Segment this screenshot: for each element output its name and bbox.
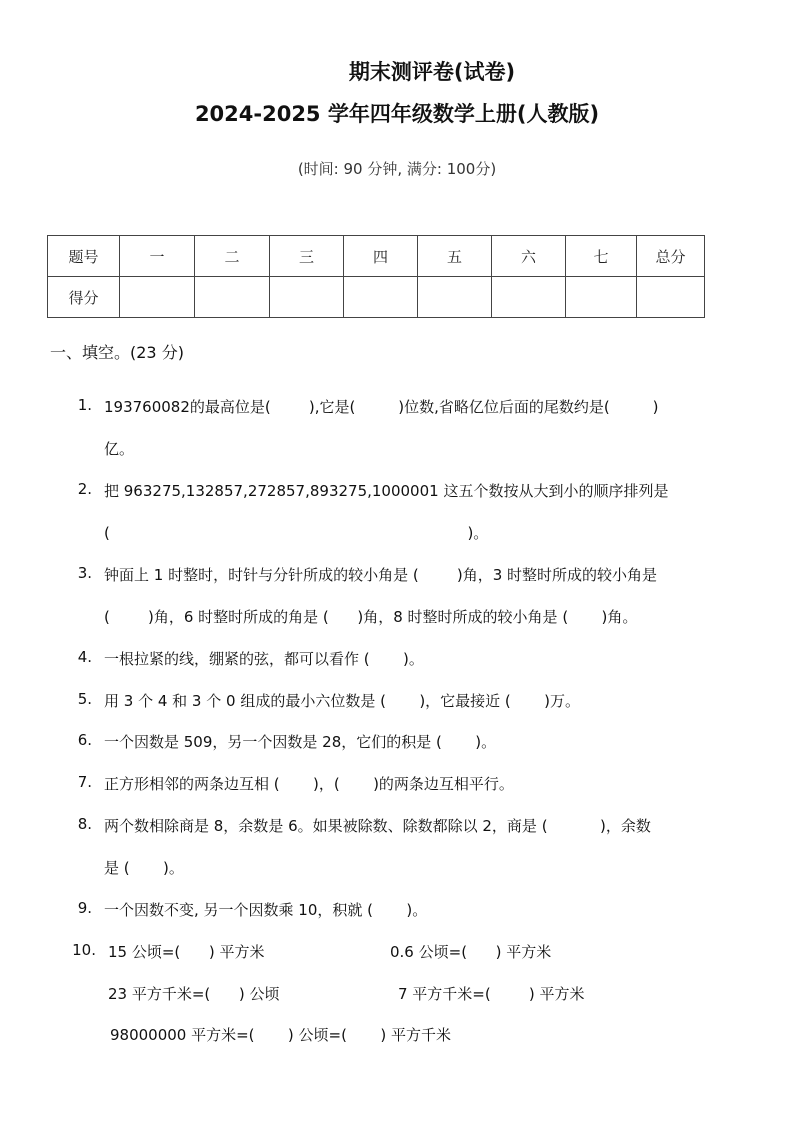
question-number: 3. <box>77 564 92 582</box>
question-text: 正方形相邻的两条边互相 ( )，( )的两条边互相平行。 <box>104 775 514 793</box>
exam-title: 期末测评卷(试卷) <box>348 60 516 84</box>
question-number: 5. <box>77 690 92 708</box>
question-text: 钟面上 1 时整时，时针与分针所成的较小角是 ( )角，3 时整时所成的较小角是 <box>104 566 658 584</box>
question-text: ( )。 <box>104 524 489 542</box>
score-header-cell: 七 <box>566 236 637 277</box>
conversion-b: 0.6 公顷=( ) 平方米 <box>390 943 552 961</box>
score-header-cell: 五 <box>418 236 492 277</box>
question-number: 1. <box>77 396 92 414</box>
conversion-a: 15 公顷=( ) 平方米 <box>108 943 265 961</box>
question-number: 8. <box>77 815 92 833</box>
score-cell[interactable] <box>492 277 566 318</box>
score-cell[interactable] <box>566 277 637 318</box>
question-text: 把 963275,132857,272857,893275,1000001 这五个数按从大到小的顺序排列是 <box>104 482 669 500</box>
score-table-score-row <box>48 277 705 318</box>
exam-subtitle-grade: 2024-2025 学年四年级数学上册(人教版) <box>194 102 600 126</box>
score-cell[interactable] <box>344 277 418 318</box>
section-heading: 一、填空。(23 分) <box>50 343 184 362</box>
score-table <box>47 235 705 318</box>
score-header-cell: 四 <box>344 236 418 277</box>
score-header-cell: 一 <box>120 236 195 277</box>
question-number: 9. <box>77 899 92 917</box>
conversion-e: 98000000 平方米=( ) 公顷=( ) 平方千米 <box>110 1026 451 1044</box>
question-text: 一根拉紧的线，绷紧的弦，都可以看作 ( )。 <box>104 650 424 668</box>
question-number: 7. <box>77 773 92 791</box>
question-text: 一个因数是 509，另一个因数是 28，它们的积是 ( )。 <box>104 733 497 751</box>
question-number: 2. <box>77 480 92 498</box>
score-cell[interactable] <box>120 277 195 318</box>
conversion-d: 7 平方千米=( ) 平方米 <box>398 985 585 1003</box>
question-text: ( )角，6 时整时所成的角是 ( )角，8 时整时所成的较小角是 ( )角。 <box>104 608 638 626</box>
score-header-cell: 二 <box>195 236 270 277</box>
score-header-cell: 题号 <box>48 236 120 277</box>
score-cell[interactable] <box>418 277 492 318</box>
score-row-label: 得分 <box>48 277 120 318</box>
question-text: 193760082的最高位是( ),它是( )位数,省略亿位后面的尾数约是( ) <box>104 398 659 416</box>
question-text: 一个因数不变, 另一个因数乘 10，积就 ( )。 <box>104 901 428 919</box>
question-text: 亿。 <box>104 440 135 458</box>
question-text: 两个数相除商是 8，余数是 6。如果被除数、除数都除以 2，商是 ( )，余数 <box>104 817 651 835</box>
score-header-cell: 三 <box>270 236 344 277</box>
score-table-header-row <box>48 236 705 277</box>
score-cell[interactable] <box>270 277 344 318</box>
score-cell[interactable] <box>637 277 705 318</box>
question-number: 4. <box>77 648 92 666</box>
score-cell[interactable] <box>195 277 270 318</box>
question-number: 10. <box>72 941 96 959</box>
question-text: 是 ( )。 <box>104 859 184 877</box>
score-header-cell: 六 <box>492 236 566 277</box>
exam-time-info: (时间: 90 分钟, 满分: 100分) <box>297 160 497 178</box>
score-header-cell: 总分 <box>637 236 705 277</box>
question-number: 6. <box>77 731 92 749</box>
question-text: 用 3 个 4 和 3 个 0 组成的最小六位数是 ( )，它最接近 ( )万。 <box>104 692 581 710</box>
conversion-c: 23 平方千米=( ) 公顷 <box>108 985 280 1003</box>
